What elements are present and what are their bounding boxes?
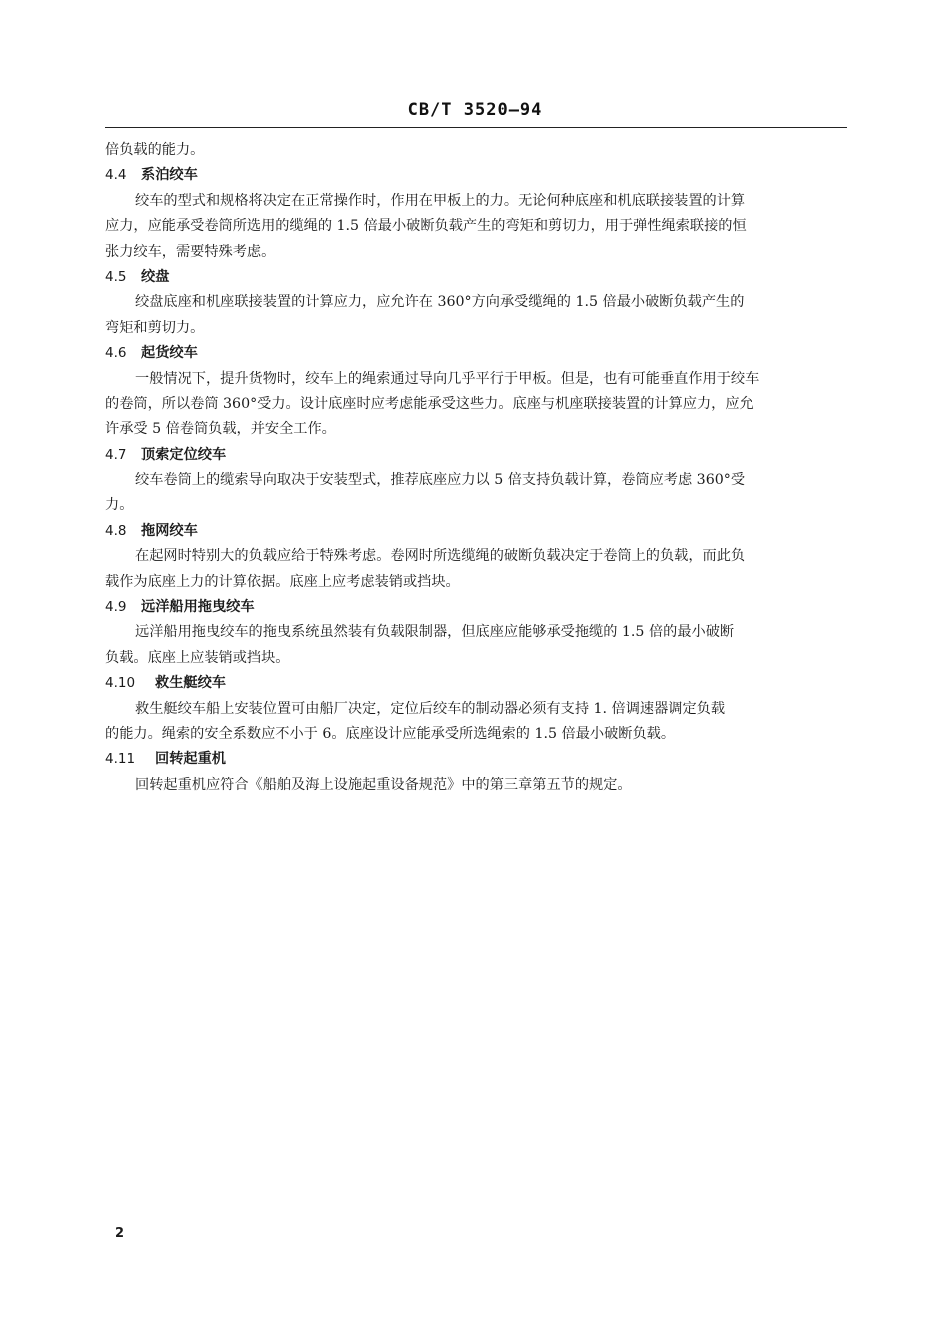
section-number: 4.11 [105,751,136,768]
paragraph-line: 的卷筒，所以卷筒 360°受力。设计底座时应考虑能承受这些力。底座与机座联接装置的计算应力，应允 [105,395,754,412]
header-rule [105,127,847,128]
paragraph-line: 回转起重机应符合《船舶及海上设施起重设备规范》中的第三章第五节的规定。 [135,776,632,793]
section-title: 系泊绞车 [141,167,198,184]
section-number: 4.9 [105,599,127,616]
section-heading [105,163,847,188]
section-number: 4.10 [105,675,136,692]
paragraph-line: 应力，应能承受卷筒所选用的缆绳的 1.5 倍最小破断负载产生的弯矩和剪切力，用于弹性绳索联接的恒 [105,218,747,235]
section-number: 4.5 [105,268,127,285]
section-title: 远洋船用拖曳绞车 [141,599,255,616]
paragraph-line: 许承受 5 倍卷筒负载，并安全工作。 [105,421,336,438]
section-title: 顶索定位绞车 [141,446,227,463]
paragraph-line: 力。 [105,497,134,514]
document-body [105,138,847,798]
paragraph-line: 救生艇绞车船上安装位置可由船厂决定，定位后绞车的制动器必须有支持 1. 倍调速器调定负载 [135,700,726,717]
section-title: 回转起重机 [155,751,226,768]
section-title: 绞盘 [141,268,170,285]
paragraph-line: 绞车卷筒上的缆索导向取决于安装型式，推荐底座应力以 5 倍支持负载计算，卷筒应考虑 360°受 [135,472,746,489]
standard-code: CB/T 3520—94 [407,100,543,120]
section-title: 起货绞车 [141,345,198,362]
paragraph-line: 绞盘底座和机座联接装置的计算应力，应允许在 360°方向承受缆绳的 1.5 倍最小破断负载产生的 [135,294,745,311]
page-number: 2 [115,1226,125,1241]
section-heading [105,747,847,772]
section-heading [105,341,847,366]
section-number: 4.8 [105,522,127,539]
section-number: 4.4 [105,167,127,184]
paragraph-line: 的能力。绳索的安全系数应不小于 6。底座设计应能承受所选绳索的 1.5 倍最小破断负载。 [105,725,676,742]
section-heading [105,595,847,620]
paragraph-line: 弯矩和剪切力。 [105,319,205,336]
section-heading [105,519,847,544]
paragraph-line: 一般情况下，提升货物时，绞车上的绳索通过导向几乎平行于甲板。但是，也有可能垂直作用于绞车 [135,370,760,387]
continuation-line: 倍负载的能力。 [105,142,205,158]
paragraph-line: 远洋船用拖曳绞车的拖曳系统虽然装有负载限制器，但底座应能够承受拖缆的 1.5 倍的最小破断 [135,624,735,641]
section-heading [105,265,847,290]
section-heading [105,671,847,696]
page-header [0,100,950,120]
paragraph-line: 载作为底座上力的计算依据。底座上应考虑装销或挡块。 [105,573,460,590]
paragraph-line: 绞车的型式和规格将决定在正常操作时，作用在甲板上的力。无论何种底座和机底联接装置的计算 [135,192,746,209]
paragraph-line: 负载。底座上应装销或挡块。 [105,649,290,666]
section-heading [105,443,847,468]
section-number: 4.6 [105,345,127,362]
paragraph-line: 张力绞车，需要特殊考虑。 [105,243,276,260]
section-number: 4.7 [105,446,127,463]
section-title: 救生艇绞车 [155,675,226,692]
section-title: 拖网绞车 [141,522,198,539]
paragraph-line: 在起网时特别大的负载应给于特殊考虑。卷网时所选缆绳的破断负载决定于卷筒上的负载，而此负 [135,548,746,565]
